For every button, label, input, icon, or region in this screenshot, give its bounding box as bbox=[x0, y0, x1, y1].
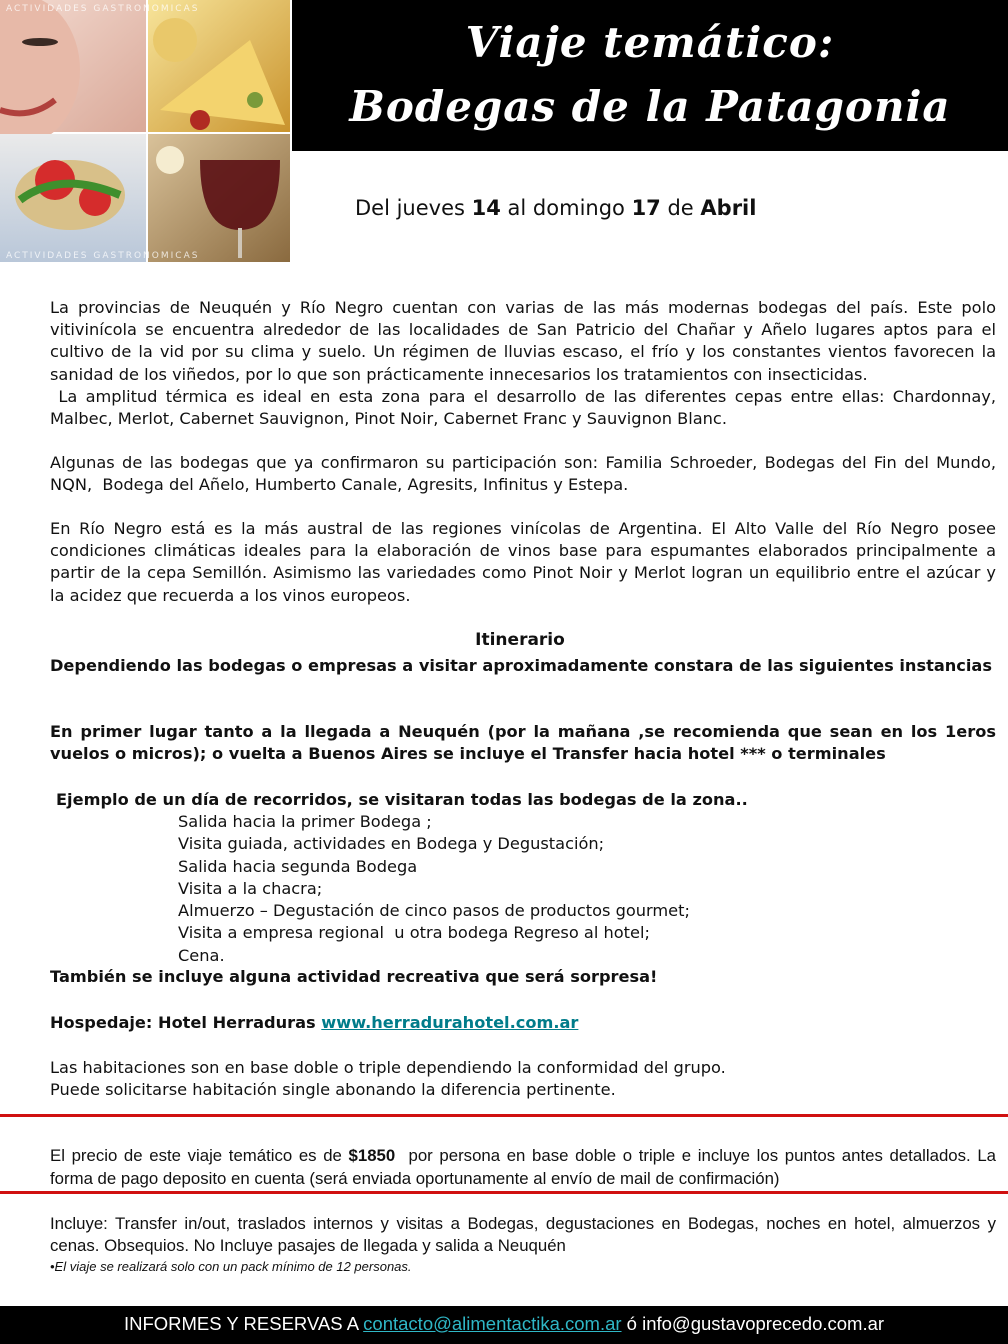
itinerary-steps-list bbox=[178, 811, 690, 967]
itinerary-surprise: También se incluye alguna actividad recreativa que será sorpresa! bbox=[50, 967, 658, 986]
contact-footer bbox=[0, 1306, 1008, 1344]
itinerary-paragraph-2: En primer lugar tanto a la llegada a Neuquén (por la mañana ,se recomienda que sean en los 1eros vuelos o micros); o vuelta a Buenos Aires se incluye el Transfer hacia hotel *** o terminales bbox=[50, 722, 996, 764]
itinerary-step: Visita a la chacra; bbox=[178, 878, 323, 898]
itinerary-step: Salida hacia segunda Bodega bbox=[178, 856, 418, 876]
price-before: El precio de este viaje temático es de bbox=[50, 1146, 349, 1165]
rooms-info bbox=[50, 1057, 726, 1101]
collage-watermark-top: ACTIVIDADES GASTRONOMICAS bbox=[6, 4, 200, 14]
dates-mid: al domingo bbox=[500, 196, 632, 220]
dates-prefix: Del jueves bbox=[355, 196, 472, 220]
divider-red-bottom bbox=[0, 1191, 1008, 1194]
intro-paragraph-2: Algunas de las bodegas que ya confirmaron su participación son: Familia Schroeder, Bodegas del Fin del Mundo, NQN, Bodega del Añelo, Humberto Canale, Agresits, Infinitus y Estepa. bbox=[50, 453, 1002, 495]
title-line-1: Viaje temático: bbox=[465, 18, 835, 67]
price-amount: $1850 bbox=[348, 1146, 396, 1165]
collage-image bbox=[0, 0, 290, 262]
itinerary-step: Almuerzo – Degustación de cinco pasos de productos gourmet; bbox=[178, 901, 690, 921]
title-line-2: Bodegas de la Patagonia bbox=[349, 82, 951, 131]
dates-day-start: 14 bbox=[471, 196, 501, 220]
intro-paragraph-1-text: La provincias de Neuquén y Río Negro cuentan con varias de las más modernas bodegas del país. Este polo vitivinícola se encuentra alrededor de las localidades de San Patricio del Chañar y Añelo lugares aptos para el cultivo de la vid por su clima y suelo. Un régimen de lluvias escaso, el frío y los constantes vientos favorecen la sanidad de los viñedos, por lo que son prácticamente innecesarios los tratamientos con insecticidas. bbox=[50, 298, 996, 384]
collage-watermark-bottom: ACTIVIDADES GASTRONOMICAS bbox=[6, 251, 200, 261]
itinerary-step: Visita a empresa regional u otra bodega Regreso al hotel; bbox=[178, 923, 650, 943]
itinerary-paragraph-1: Dependiendo las bodegas o empresas a visitar aproximadamente constara de las siguientes instancias bbox=[50, 656, 992, 675]
includes-paragraph: Incluye: Transfer in/out, traslados internos y visitas a Bodegas, degustaciones en Bodegas, noches en hotel, almuerzos y cenas. Obsequios. No Incluye pasajes de llegada y salida a Neuquén bbox=[50, 1214, 996, 1255]
hotel-website-link[interactable]: www.herradurahotel.com.ar bbox=[321, 1013, 579, 1032]
rooms-line-1: Las habitaciones son en base doble o triple dependiendo la conformidad del grupo. bbox=[50, 1058, 726, 1077]
itinerary-title: Itinerario bbox=[475, 630, 565, 650]
dates-day-end: 17 bbox=[631, 196, 661, 220]
trip-dates bbox=[355, 196, 756, 220]
info-email: info@gustavoprecedo.com.ar bbox=[642, 1313, 885, 1334]
header-photo-collage bbox=[0, 0, 290, 262]
intro-paragraph-1b-text: La amplitud térmica es ideal en esta zona para el desarrollo de las diferentes cepas entre ellas: Chardonnay, Malbec, Merlot, Cabernet Sauvignon, Pinot Noir, Cabernet Franc y Sauvignon Blanc. bbox=[50, 386, 1002, 429]
itinerary-example-heading: Ejemplo de un día de recorridos, se visitaran todas las bodegas de la zona.. bbox=[56, 790, 748, 809]
price-paragraph bbox=[50, 1145, 1001, 1190]
footer-mid: ó bbox=[621, 1313, 643, 1334]
minimum-group-note: •El viaje se realizará solo con un pack mínimo de 12 personas. bbox=[50, 1259, 412, 1274]
itinerary-step: Visita guiada, actividades en Bodega y Degustación; bbox=[178, 834, 605, 854]
intro-paragraph-3: En Río Negro está es la más austral de las regiones vinícolas de Argentina. El Alto Valle del Río Negro posee condiciones climáticas ideales para la elaboración de vinos base para espumantes elaborados principalmente a partir de la cepa Semillón. Asimismo las variedades como Pinot Noir y Merlot logran un equilibrio entre el azúcar y la acidez que recuerda a los vinos europeos. bbox=[50, 519, 996, 605]
price-after: por persona en base doble o triple e incluye los puntos antes detallados. La forma de pago deposito en cuenta (será enviada oportunamente al envío de mail de confirmación) bbox=[50, 1146, 1001, 1188]
intro-paragraph-1 bbox=[50, 297, 1002, 430]
lodging-line bbox=[50, 1013, 578, 1032]
dates-month: Abril bbox=[700, 196, 757, 220]
itinerary-step: Salida hacia la primer Bodega ; bbox=[178, 812, 432, 831]
footer-prefix: INFORMES Y RESERVAS A bbox=[123, 1313, 364, 1334]
divider-red-top bbox=[0, 1114, 1008, 1117]
dates-de: de bbox=[660, 196, 701, 220]
rooms-line-2: Puede solicitarse habitación single abonando la diferencia pertinente. bbox=[50, 1080, 616, 1099]
lodging-label: Hospedaje: Hotel Herraduras bbox=[50, 1013, 322, 1032]
contact-email-link[interactable]: contacto@alimentactika.com.ar bbox=[363, 1313, 622, 1334]
title-banner bbox=[292, 0, 1008, 151]
itinerary-step: Cena. bbox=[178, 945, 225, 965]
